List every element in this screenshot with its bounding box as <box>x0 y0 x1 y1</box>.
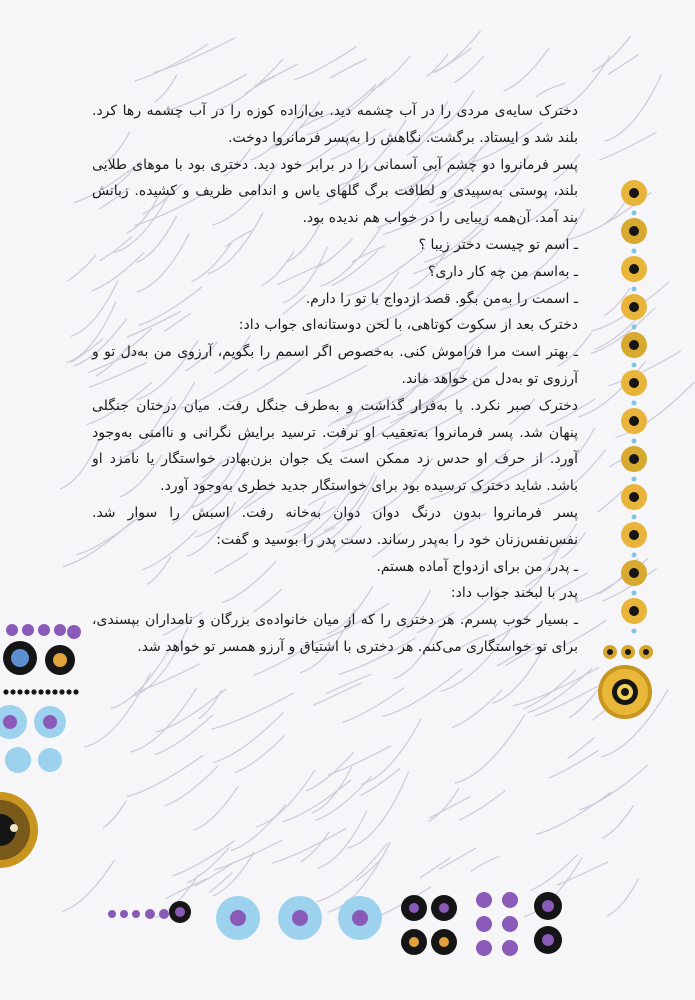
scribble-stroke <box>256 770 315 827</box>
scribble-stroke <box>605 75 662 142</box>
scribble-stroke <box>255 64 298 86</box>
scribble-stroke <box>154 38 236 73</box>
story-paragraph: دخترک سایه‌ی مردی را در آب چشمه دید. بی‌اراده کوزه را در آب چشمه رها کرد. بلند شد و ایستاد. برگشت. نگاهش را به‌پسر فرمانروا دوخت. <box>92 103 578 146</box>
scribble-stroke <box>420 858 450 878</box>
scribble-stroke <box>439 848 476 869</box>
scribble-stroke <box>361 719 421 785</box>
scribble-stroke <box>608 54 639 74</box>
scribble-stroke <box>130 688 197 752</box>
scribble-stroke <box>599 558 639 594</box>
scribble-stroke <box>135 664 200 693</box>
scribble-stroke <box>103 801 126 828</box>
scribble-stroke <box>579 765 648 810</box>
story-paragraph: پسر فرمانروا دو چشم آبی آسمانی را در برابر خود دید. دختری بود با موهای طلایی بلند، پوستی به‌سپیدی و لطافت برگ گلهای یاس و اندامی ظریف و کشیده. زبانش بند آمد. آن‌همه زیبایی را در خواب هم ندیده بود. <box>92 156 578 227</box>
scribble-stroke <box>608 351 681 386</box>
scribble-stroke <box>557 862 609 886</box>
scribble-stroke <box>155 715 213 755</box>
scribble-stroke <box>156 689 227 733</box>
scribble-stroke <box>348 772 409 848</box>
scribble-stroke <box>198 690 221 719</box>
scribble-stroke <box>84 673 150 747</box>
scribble-stroke <box>371 56 411 91</box>
scribble-stroke <box>187 847 229 882</box>
scribble-stroke <box>382 669 462 717</box>
scribble-stroke <box>578 361 646 417</box>
scribble-stroke <box>313 683 362 706</box>
scribble-stroke <box>459 790 505 820</box>
scribble-stroke <box>471 856 500 871</box>
scribble-stroke <box>605 288 631 316</box>
scribble-stroke <box>135 44 209 81</box>
scribble-stroke <box>433 31 481 73</box>
scribble-stroke <box>194 786 239 830</box>
scribble-stroke <box>536 792 611 835</box>
scribble-stroke <box>452 690 503 728</box>
scribble-stroke <box>599 132 657 160</box>
dialogue-line: ـ اسم تو چیست دختر زیبا ؟ <box>418 236 578 253</box>
story-paragraph: دخترک صبر نکرد. پا به‌فرار گذاشت و به‌طرف جنگل رفت. میان درختان جنگلی پنهان شد. پسر فرمانروا به‌تعقیب او نرفت. ترسید برایش نگرانی و ناامنی به‌وجود آورد. از حرف او حدس زد ممکن است یک جوان بزن‌بهادر خواستگار یا نامزد او باشد. شاید دخترک ترسیده بود برای خواستگار جدید خطری به‌وجود آورد. <box>92 397 578 495</box>
scribble-stroke <box>601 690 668 757</box>
scribble-stroke <box>317 811 367 869</box>
scribble-stroke <box>503 48 549 91</box>
scribble-stroke <box>235 735 285 772</box>
scribble-stroke <box>536 83 565 96</box>
scribble-stroke <box>62 860 115 912</box>
scribble-stroke <box>609 453 637 467</box>
scribble-stroke <box>592 282 669 331</box>
scribble-stroke <box>455 715 525 783</box>
scribble-stroke <box>155 874 198 917</box>
dialogue-line: ـ اسمت را به‌من بگو. قصد ازدواج با تو را دارم. <box>305 290 578 307</box>
scribble-stroke <box>306 752 354 791</box>
scribble-stroke <box>214 840 282 870</box>
scribble-stroke <box>225 905 245 929</box>
scribble-stroke <box>231 804 286 851</box>
dialogue-line: ـ بسیار خوب پسرم. هر دختری را که از میان خانواده‌ی بزرگان و نامداران بپسندی، برای تو خواستگاری می‌کنم. هر دختری با اشتیاق و آرزو همسر تو خواهد شد. <box>92 612 578 655</box>
scribble-stroke <box>173 841 235 876</box>
dialogue-line: ـ بهتر است مرا فراموش کنی. به‌خصوص اگر اسمم را بگویم، آرزوی من به‌دل تو و آرزوی تو به‌دل من خواهد ماند. <box>92 344 578 387</box>
scribble-stroke <box>165 766 219 806</box>
scribble-stroke <box>575 558 648 602</box>
scribble-stroke <box>615 382 694 437</box>
scribble-stroke <box>294 46 356 80</box>
scribble-stroke <box>317 843 388 902</box>
scribble-stroke <box>328 746 392 775</box>
scribble-stroke <box>592 36 630 71</box>
scribble-stroke <box>330 59 367 79</box>
story-paragraph: دخترک بعد از سکوت کوتاهی، با لحن دوستانه‌ای جواب داد: <box>238 317 578 334</box>
dialogue-line: ـ پدر، من برای ازدواج آماده هستم. <box>376 558 578 575</box>
scribble-stroke <box>524 857 582 916</box>
scribble-stroke <box>430 796 471 817</box>
scribble-stroke <box>455 56 484 82</box>
scribble-stroke <box>326 674 371 693</box>
story-paragraph: پسر فرمانروا بدون درنگ دوان دوان به‌خانه رفت. اسبش را سوار شد. نفس‌نفس‌زنان خود را به‌پدر رساند. دست پدر را بوسید و گفت: <box>92 504 578 548</box>
scribble-stroke <box>316 776 372 820</box>
scribble-stroke <box>343 688 405 723</box>
scribble-stroke <box>301 832 330 862</box>
scribble-stroke <box>365 887 431 922</box>
scribble-stroke <box>597 491 622 512</box>
story-text <box>92 98 578 661</box>
scribble-stroke <box>531 855 577 890</box>
scribble-stroke <box>607 879 638 916</box>
scribble-stroke <box>328 842 391 912</box>
story-paragraph: پدر با لبخند جواب داد: <box>450 585 578 602</box>
scribble-stroke <box>166 879 208 899</box>
scribble-stroke <box>211 693 293 729</box>
scribble-stroke <box>602 805 634 838</box>
dialogue-line: ـ به‌اسم من چه کار داری؟ <box>428 263 578 280</box>
scribble-stroke <box>213 712 284 762</box>
scribble-stroke <box>606 193 630 223</box>
scribble-stroke <box>592 696 619 721</box>
scribble-stroke <box>595 313 643 350</box>
